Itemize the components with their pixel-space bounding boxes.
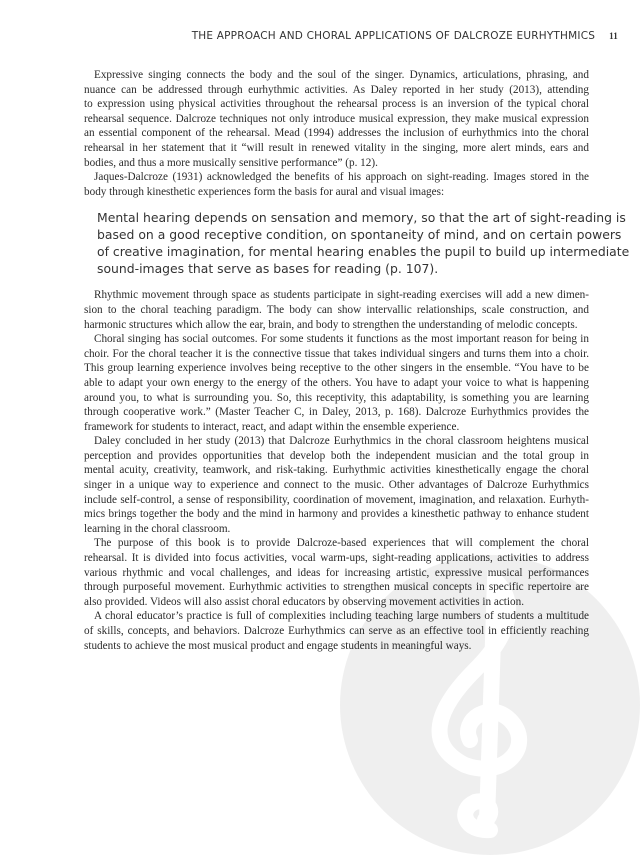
- paragraph: [84, 288, 589, 332]
- text-line: rehearsal. It is divided into focus activities, vocal warm-ups, sight-reading applications, activities to address: [84, 552, 589, 565]
- text-line: to expression using physical activities throughout the rehearsal process is an inversion of the typical choral: [84, 98, 589, 111]
- quote-line: Mental hearing depends on sensation and memory, so that the art of sight-reading is: [97, 210, 626, 226]
- text-line: A choral educator’s practice is full of complexities including teaching large numbers of students a multitude: [94, 610, 589, 623]
- header-title: THE APPROACH AND CHORAL APPLICATIONS OF DALCROZE EURHYTHMICS: [191, 30, 596, 42]
- text-line: around you, to what is surrounding you. So, this receptivity, this adaptability, is something you are learning: [84, 391, 589, 404]
- page-number: 11: [609, 31, 618, 41]
- paragraph: [84, 68, 589, 170]
- text-line: nuance can be addressed through eurhythmic activities. As Daley reported in her study (2013), attending: [84, 83, 589, 96]
- text-line: perception and provides opportunities that develop both the independent musician and the total group in: [84, 449, 589, 462]
- paragraph: [84, 609, 589, 653]
- paragraph: [84, 170, 589, 199]
- text-line: The purpose of this book is to provide Dalcroze-based experiences that will complement the choral: [94, 537, 589, 550]
- text-line: harmonic structures which allow the ear, brain, and body to strengthen the understanding of melodic concepts.: [84, 318, 578, 331]
- text-line: Rhythmic movement through space as students participate in sight-reading exercises will add a new dimen-: [94, 289, 589, 302]
- text-line: sion to the choral teaching paradigm. The body can show intervallic relationships, scale construction, and: [84, 303, 589, 316]
- text-line: Daley concluded in her study (2013) that Dalcroze Eurhythmics in the choral classroom heightens musical: [94, 435, 589, 448]
- paragraph: [84, 332, 589, 434]
- text-line: an essential component of the rehearsal. Mead (1994) addresses the inclusion of eurhythmics into the choral: [84, 127, 589, 140]
- text-line: rehearsal sequence. Dalcroze techniques not only introduce musical expression, they make musical expression: [84, 112, 589, 125]
- quote-line: sound-images that serve as bases for reading (p. 107).: [97, 261, 439, 277]
- text-line: also provided. Videos will also assist choral educators by observing movement activities in action.: [84, 595, 525, 608]
- paragraph: [84, 434, 589, 536]
- text-line: bodies, and thus a more musically sensitive performance” (p. 12).: [84, 156, 378, 169]
- text-line: learning in the choral classroom.: [84, 522, 231, 535]
- text-line: Choral singing has social outcomes. For some students it functions as the most important reason for being in: [94, 333, 589, 346]
- text-line: students to achieve the most musical product and engage students in meaningful ways.: [84, 639, 472, 652]
- text-line: various rhythmic and vocal challenges, and ideas for increasing artistic, expressive musical performances: [84, 566, 589, 579]
- paragraph: [84, 536, 589, 609]
- text-line: include self-control, a sense of responsibility, coordination of movement, imagination, and relaxation. Eurhyth-: [84, 493, 589, 506]
- text-line: This group learning experience involves being receptive to the other singers in the ensemble. “You have to be: [84, 362, 589, 375]
- text-line: mental acuity, creativity, teamwork, and risk-taking. Eurhythmic activities kinesthetically engage the choral: [84, 464, 589, 477]
- text-line: through cooperative work.” (Master Teacher C, in Daley, 2013, p. 168). Dalcroze Eurhythmics provides the: [84, 406, 589, 419]
- text-line: framework for students to interact, react, and adapt within the ensemble experience.: [84, 420, 460, 433]
- running-header: [192, 30, 618, 42]
- text-line: Jaques-Dalcroze (1931) acknowledged the benefits of his approach on sight-reading. Images stored in the: [94, 171, 589, 184]
- text-line: Expressive singing connects the body and the soul of the singer. Dynamics, articulations, phrasing, and: [94, 69, 589, 81]
- page-body: [84, 68, 630, 653]
- text-line: through purposeful movement. Eurhythmic activities to strengthen musical concepts in specific repertoire are: [84, 581, 589, 594]
- block-quote: [97, 209, 630, 277]
- text-line: able to adapt your own energy to the energy of the others. You have to adapt your voice to what is happening: [84, 376, 589, 389]
- text-line: body through kinesthetic experiences form the basis for aural and visual images:: [84, 185, 445, 198]
- text-line: of skills, concepts, and behaviors. Dalcroze Eurhythmics can serve as an effective tool in efficiently reaching: [84, 625, 589, 637]
- text-line: singer in a unique way to experience and connect to the music. Other advantages of Dalcroze Eurhythmics: [84, 479, 589, 492]
- quote-line: based on a good receptive condition, on spontaneity of mind, and on certain powers: [97, 227, 622, 243]
- text-line: rehearsal in her statement that it “will result in renewed vitality in the singing, more alert minds, ears and: [84, 141, 589, 154]
- text-line: choir. For the choral teacher it is the connective tissue that takes individual singers and turns them into a choir.: [84, 347, 589, 360]
- text-line: mics brings together the body and the mind in harmony and provides a kinesthetic pathway to enhance student: [84, 508, 589, 521]
- quote-line: of creative imagination, for mental hearing enables the pupil to build up intermediate: [97, 244, 630, 260]
